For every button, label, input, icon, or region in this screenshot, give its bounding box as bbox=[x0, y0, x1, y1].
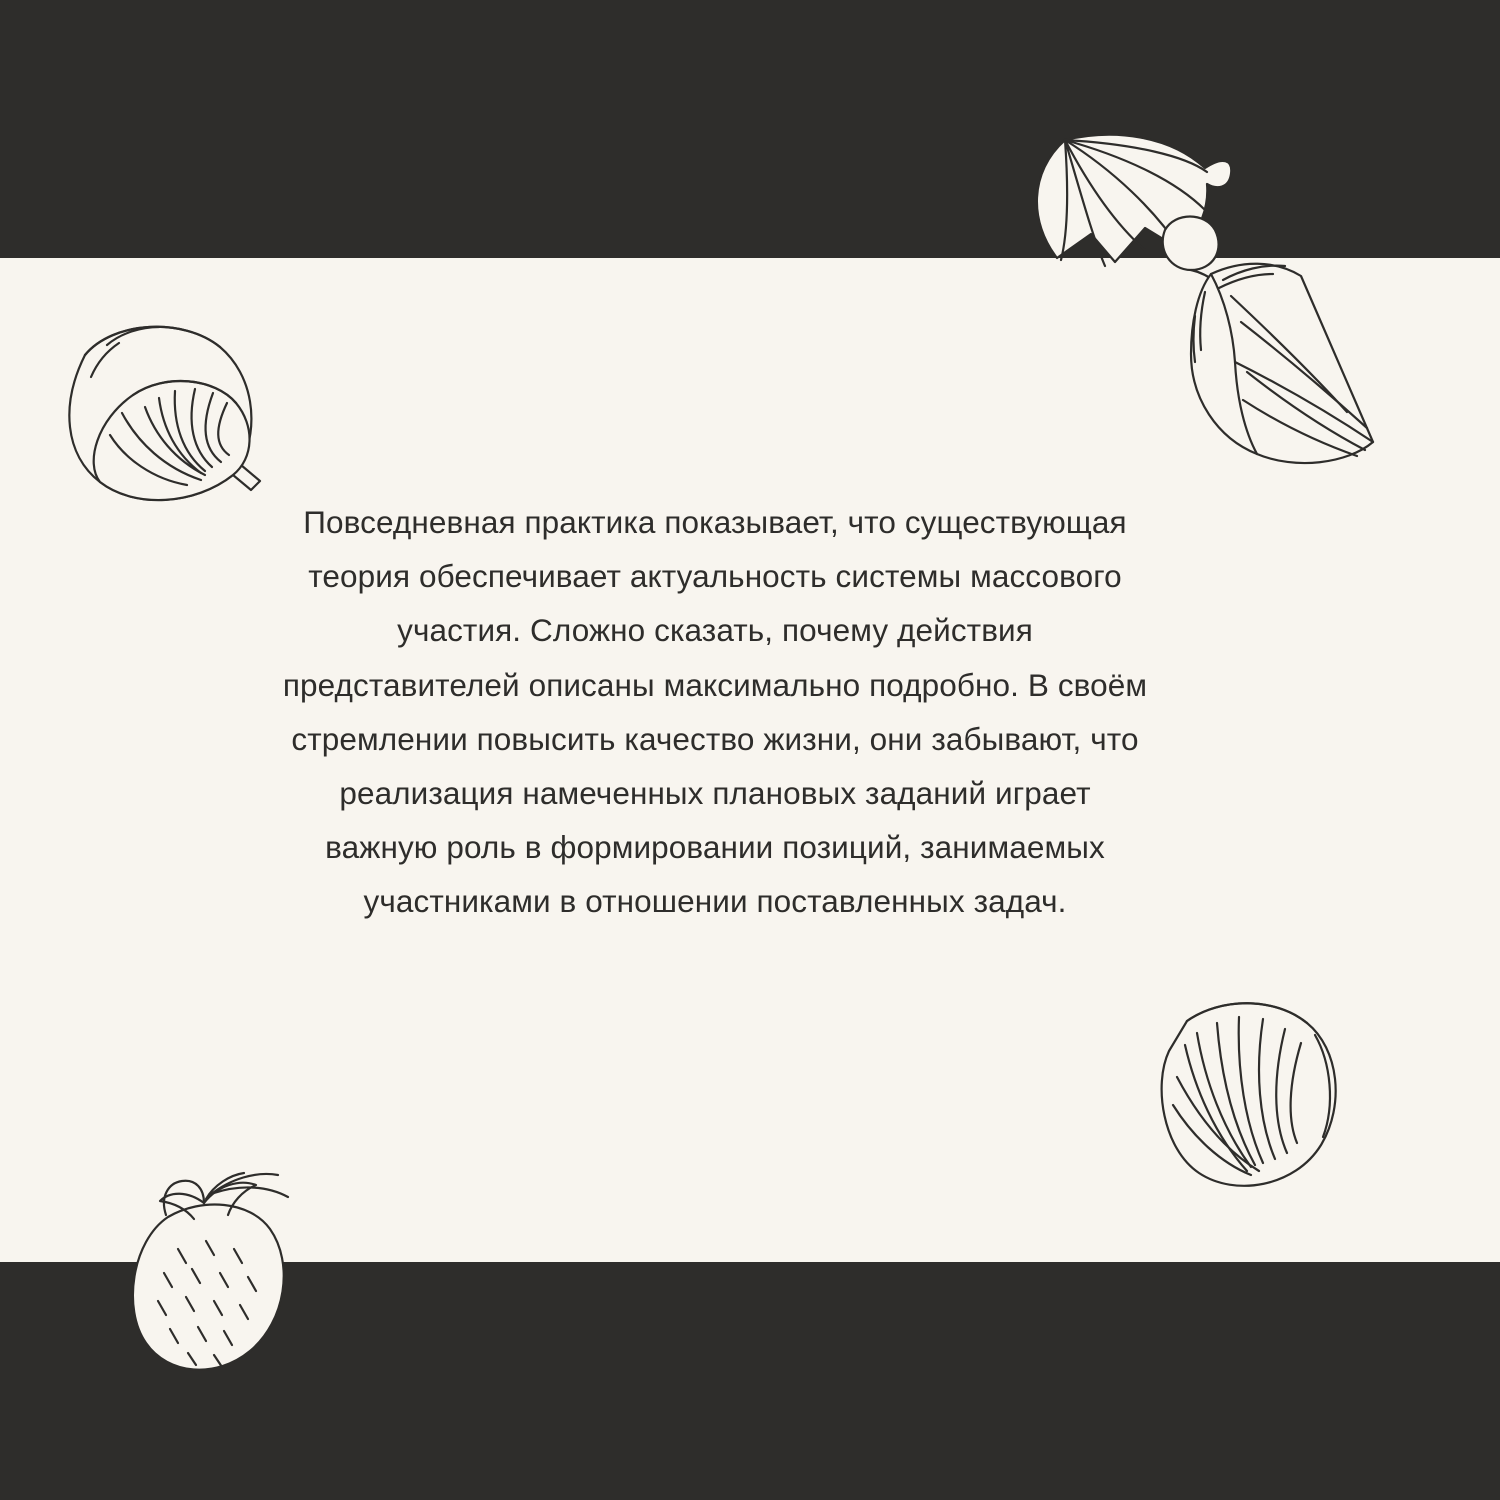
top-dark-band bbox=[0, 0, 1500, 258]
body-paragraph: Повседневная практика показывает, что существующая теория обеспечивает актуальность системы массового участия. Сложно сказать, почему действия представителей описаны максимально подробно. В своём стремлении повысить качество жизни, они забывают, что реализация намеченных плановых заданий играет важную роль в формировании позиций, занимаемых участниками в отношении поставленных задач. bbox=[282, 504, 1148, 920]
bottom-dark-band bbox=[0, 1262, 1500, 1500]
